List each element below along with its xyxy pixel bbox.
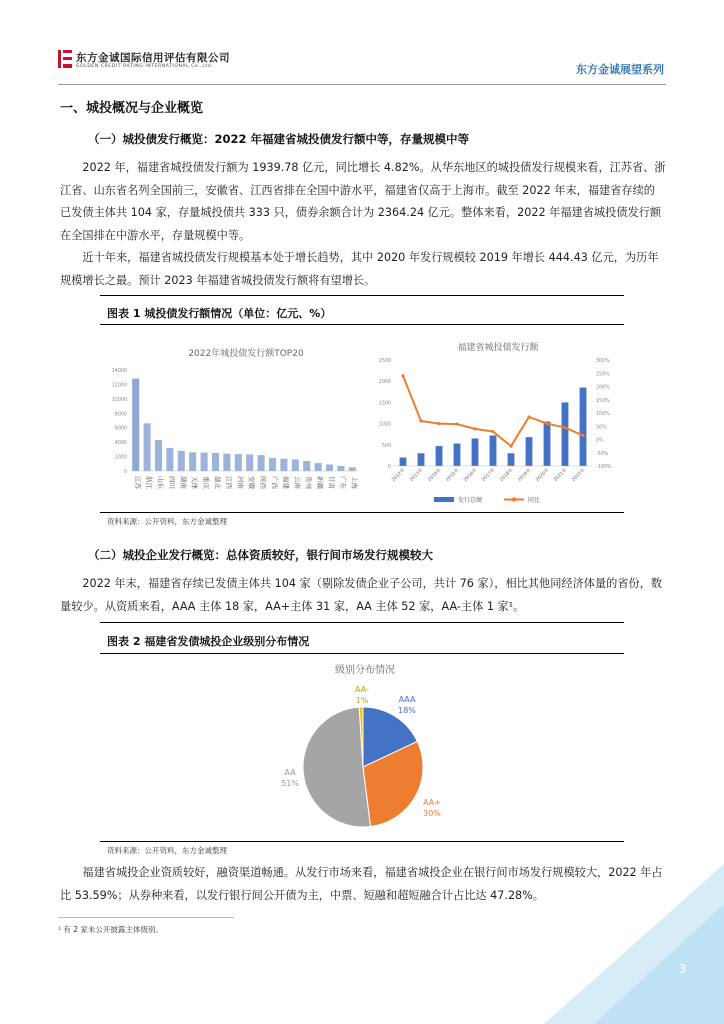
- fujian-right-tick-label: 100%: [596, 412, 610, 417]
- top20-category-label: 云南: [293, 476, 302, 489]
- top20-category-label: 山东: [156, 476, 165, 489]
- top20-bar: [132, 379, 139, 471]
- legend-marker-yoy: [512, 497, 516, 501]
- top20-category-label: 福建: [281, 476, 290, 489]
- top20-bar: [292, 459, 299, 471]
- top20-ytick-label: 8000: [114, 412, 127, 418]
- pie-label-aa-minus: AA-: [355, 685, 369, 694]
- fujian-category-label: 2022年: [571, 467, 587, 483]
- issuance-bar: [562, 402, 569, 466]
- fujian-right-tick-label: 300%: [596, 359, 610, 364]
- top20-bar: [315, 463, 322, 471]
- yoy-point: [545, 422, 548, 425]
- figure1-source: 资料来源：公开资料，东方金诚整理: [107, 517, 227, 526]
- issuance-bar: [418, 453, 425, 466]
- paragraph-3: 2022 年末，福建省存续已发债主体共 104 家（剔除发债企业子公司，共计 76 家），相比其他同经济体量的省份，数量较少。从资质来看，AAA 主体 18 家，AA+主体 31 家，AA 主体 52 家，AA-主体 1 家¹。: [60, 577, 663, 613]
- legend-label-issuance: 发行总额: [458, 497, 483, 504]
- company-logo-icon: [58, 50, 72, 68]
- top20-bar: [337, 466, 344, 471]
- figure1-title-rule: [100, 324, 624, 325]
- paragraph-4: 福建省城投企业资质较好，融资渠道畅通。从发行市场来看，福建省城投企业在银行间市场发行规模较大，2022 年占比 53.59%；从券种来看，以发行银行间公开债为主，中票、短融和超短融合计占比达 47.28%。: [60, 866, 663, 902]
- paragraph-1: 2022 年，福建省城投债发行额为 1939.78 亿元，同比增长 4.82%。从华东地区的城投债发行规模来看，江苏省、浙江省、山东省名列全国前三，安徽省、江西省排在全国中游水平，福建省仅高于上海市。截至 2022 年末，福建省存续的已发债主体共 104 家，存量城投债共 333 只，债券余额合计为 2364.24 亿元。整体来看，2022 年福建省城投债发行额在全国排在中游水平，存量规模中等。: [60, 161, 666, 242]
- top20-category-label: 贵州: [304, 476, 313, 489]
- fujian-left-tick-label: 2500: [378, 359, 391, 364]
- top20-bar: [235, 454, 242, 471]
- top20-bar: [246, 454, 253, 471]
- pie-pct-aa-plus: 30%: [423, 809, 441, 818]
- pie-label-aaa: AAA: [398, 695, 416, 704]
- legend-label-yoy: 同比: [528, 497, 541, 504]
- top20-bar: [144, 423, 151, 471]
- figure2-top-rule: [100, 622, 624, 623]
- top20-bar: [223, 454, 230, 471]
- fujian-issuance-chart: [366, 332, 622, 510]
- footnote-divider: [58, 917, 234, 918]
- figure1-top-rule: [100, 295, 624, 296]
- top20-category-label: 河南: [236, 476, 245, 489]
- top20-bar: [349, 467, 356, 471]
- top20-ytick-label: 0: [123, 470, 127, 475]
- yoy-point: [527, 415, 530, 418]
- pie-pct-aa: 51%: [281, 779, 299, 788]
- top20-bar: [166, 448, 173, 471]
- fujian-category-label: 2016年: [463, 467, 479, 483]
- figure1-bottom-rule: [100, 512, 624, 513]
- subsection-title-2: （二）城投企业发行概览：总体资质较好，银行间市场发行规模较大: [88, 548, 433, 562]
- page-number: 3: [678, 962, 686, 976]
- top20-bar: [178, 451, 185, 471]
- top20-bar-chart: [106, 332, 362, 510]
- fujian-category-label: 2014年: [427, 467, 443, 483]
- series-title: 东方金诚展望系列: [576, 63, 664, 76]
- pie-label-aa-plus: AA+: [423, 798, 441, 807]
- top20-category-label: 江苏: [133, 476, 142, 489]
- yoy-point: [491, 430, 494, 433]
- top20-bar: [280, 459, 287, 471]
- header-divider: [58, 84, 666, 85]
- legend-swatch-issuance: [434, 497, 454, 502]
- yoy-point: [401, 374, 404, 377]
- top20-category-label: 天津: [190, 476, 199, 489]
- page-corner-decoration: [524, 844, 724, 1024]
- paragraph-2: 近十年来，福建省城投债发行规模基本处于增长趋势，其中 2020 年发行规模较 2019 年增长 444.43 亿元，为历年规模增长之最。预计 2023 年福建省城投债发行额将有望增长。: [60, 251, 659, 287]
- top20-category-label: 广东: [338, 476, 347, 489]
- fujian-category-label: 2013年: [409, 467, 425, 483]
- fujian-right-tick-label: 200%: [596, 385, 610, 391]
- fujian-right-tick-label: -50%: [596, 451, 609, 457]
- fujian-left-tick-label: 1500: [378, 401, 391, 407]
- issuance-bar: [472, 438, 479, 466]
- top20-ytick-label: 12000: [111, 383, 127, 389]
- top20-category-label: 湖北: [213, 476, 222, 489]
- top20-bar: [269, 458, 276, 471]
- fujian-right-tick-label: 0%: [596, 438, 604, 444]
- top20-category-label: 湖南: [179, 476, 188, 489]
- top20-category-label: 浙江: [145, 476, 154, 489]
- pie-label-aa: AA: [284, 768, 296, 777]
- company-name-cn: 东方金诚国际信用评估有限公司: [76, 52, 230, 64]
- top20-bar: [326, 465, 333, 471]
- top20-ytick-label: 10000: [111, 397, 127, 403]
- top20-category-label: 广西: [270, 476, 279, 489]
- issuance-bar: [526, 437, 533, 466]
- issuance-bar: [490, 435, 497, 466]
- subsection-title-1: （一）城投债发行概览：2022 年福建省城投债发行额中等，存量规模中等: [88, 132, 470, 146]
- issuance-bar: [454, 444, 461, 466]
- top20-category-label: 四川: [167, 476, 176, 489]
- yoy-point: [437, 422, 440, 425]
- fujian-category-label: 2012年: [391, 467, 407, 483]
- yoy-point: [455, 423, 458, 426]
- top20-bar: [189, 452, 196, 471]
- top20-ytick-label: 14000: [111, 369, 127, 374]
- issuance-bar: [400, 458, 407, 466]
- issuance-bar: [436, 446, 443, 466]
- pie-pct-aaa: 18%: [398, 706, 416, 715]
- issuance-bar: [580, 388, 587, 466]
- top20-bar: [258, 455, 265, 471]
- yoy-point: [473, 427, 476, 430]
- fujian-right-tick-label: 250%: [596, 372, 610, 378]
- fujian-category-label: 2017年: [481, 467, 497, 483]
- figure2-bottom-rule: [100, 841, 624, 842]
- top20-category-label: 安徽: [247, 476, 256, 489]
- top20-category-label: 陕西: [259, 476, 268, 489]
- fujian-right-tick-label: 50%: [596, 425, 607, 431]
- top20-ytick-label: 4000: [114, 441, 127, 447]
- top20-bar: [201, 453, 208, 471]
- yoy-point: [509, 445, 512, 448]
- top20-bar: [212, 453, 219, 471]
- top20-ytick-label: 2000: [114, 455, 127, 461]
- fujian-right-tick-label: 150%: [596, 398, 610, 404]
- issuance-bar: [508, 453, 515, 466]
- yoy-point: [563, 426, 566, 429]
- top20-bar: [155, 440, 162, 471]
- fujian-category-label: 2018年: [499, 467, 515, 483]
- fujian-right-tick-label: -100%: [596, 465, 612, 470]
- top20-category-label: 上海: [350, 476, 359, 489]
- top20-chart-title: 2022年城投债发行额TOP20: [188, 349, 304, 359]
- figure1-title: 图表 1 城投债发行额情况（单位：亿元、%）: [107, 307, 332, 320]
- fujian-category-label: 2019年: [517, 467, 533, 483]
- fujian-chart-title: 福建省城投债发行额: [457, 343, 539, 353]
- yoy-point: [419, 419, 422, 422]
- fujian-category-label: 2021年: [553, 467, 569, 483]
- fujian-category-label: 2020年: [535, 467, 551, 483]
- footnote: ¹ 有 2 家未公开披露主体级别。: [58, 925, 163, 934]
- company-name-en: GOLDEN CREDIT RATING INTERNATIONAL Co.,Ltd.: [76, 64, 214, 69]
- top20-category-label: 江西: [224, 476, 233, 489]
- pie-chart-title: 级别分布情况: [335, 665, 395, 676]
- yoy-point: [581, 434, 584, 437]
- top20-category-label: 新疆: [316, 476, 325, 489]
- fujian-left-tick-label: 2000: [378, 380, 391, 386]
- fujian-left-tick-label: 0: [387, 465, 391, 470]
- fujian-category-label: 2015年: [445, 467, 461, 483]
- figure2-title: 图表 2 福建省发债城投企业级别分布情况: [107, 635, 310, 648]
- section-title: 一、城投概况与企业概览: [60, 101, 204, 116]
- pie-pct-aa-minus: 1%: [355, 696, 369, 705]
- fujian-left-tick-label: 500: [381, 443, 391, 449]
- top20-ytick-label: 6000: [114, 426, 127, 432]
- figure2-source: 资料来源：公开资料，东方金诚整理: [107, 846, 227, 855]
- top20-category-label: 重庆: [202, 476, 211, 489]
- fujian-left-tick-label: 1000: [378, 422, 391, 428]
- rating-pie-chart: [250, 655, 480, 840]
- figure2-title-rule: [100, 653, 624, 654]
- top20-bar: [303, 461, 310, 471]
- issuance-bar: [544, 421, 551, 466]
- top20-category-label: 甘肃: [327, 476, 336, 489]
